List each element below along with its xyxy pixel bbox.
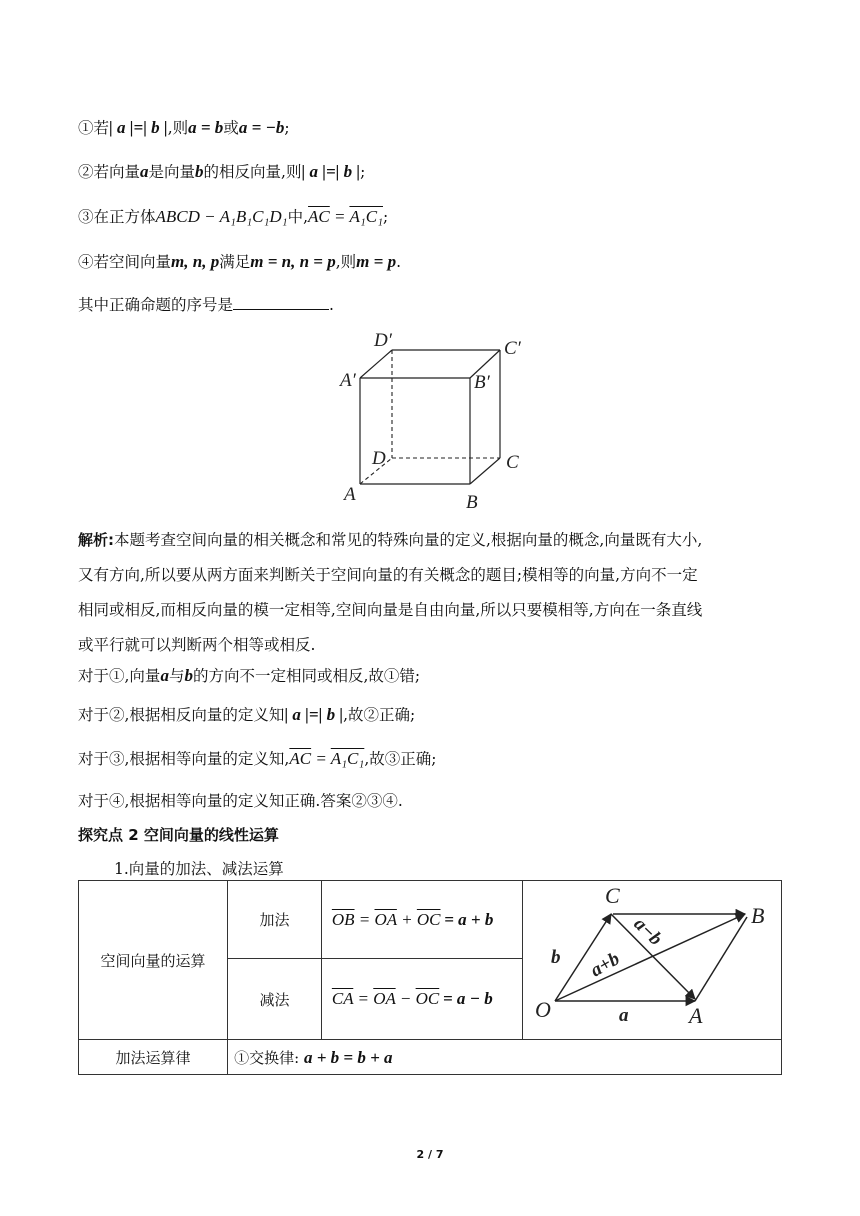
para-label-diff: a−b bbox=[629, 913, 667, 950]
para-label-b: B bbox=[751, 903, 765, 928]
add-label-cell: 加法 bbox=[228, 881, 322, 959]
para-label-o: O bbox=[535, 997, 551, 1022]
para-label-c: C bbox=[605, 883, 620, 908]
sub-formula-cell: $\overline{CA} = \overline{OA} - \overline{OC} = a - b$ bbox=[321, 959, 522, 1040]
proposition-4: ④若空间向量m, n, p满足m = n, n = p,则m = p. bbox=[78, 252, 402, 271]
analysis-paragraph: 解析:本题考查空间向量的相关概念和常见的特殊向量的定义,根据向量的概念,向量既有大小, 又有方向,所以要从两方面来判断关于空间向量的有关概念的题目;模相等的向量,方向不一定 相同或相反,而相反向量的模一定相等,空间向量是自由向量,所以只要模相等,方向在一条直线 或平行就可以判断两个相等或相反. bbox=[78, 531, 703, 654]
cube-figure bbox=[336, 326, 528, 516]
para-label-vec-a: a bbox=[619, 1005, 629, 1026]
page-number: 2 / 7 bbox=[416, 1148, 444, 1161]
proposition-1: ①若| a |=| b |,则a = b或a = −b; bbox=[78, 118, 290, 137]
sub-label-cell: 减法 bbox=[228, 959, 322, 1040]
cube-label-d: D bbox=[372, 448, 386, 469]
cube-label-c1: C′ bbox=[504, 338, 521, 359]
parallelogram-cell bbox=[523, 881, 782, 1040]
cube-label-a1: A′ bbox=[340, 370, 356, 391]
para-label-sum: a+b bbox=[587, 948, 624, 982]
answer-blank bbox=[233, 295, 329, 310]
cube-label-b1: B′ bbox=[474, 372, 490, 393]
proposition-3: ③在正方体ABCD − A₁B₁C₁D₁中$,\overline{AC} = A_1C_1$; bbox=[78, 207, 389, 226]
para-label-vec-b: b bbox=[551, 947, 561, 968]
add-formula-cell: $\overline{OB} = \overline{OA} + \overline{OC} = a + b$ bbox=[321, 881, 522, 959]
law-label-cell: 加法运算律 bbox=[79, 1040, 228, 1075]
analysis-item-4: 对于④,根据相等向量的定义知正确.答案②③④. bbox=[78, 792, 403, 810]
section-subtitle: 1.向量的加法、减法运算 bbox=[114, 860, 284, 878]
analysis-item-1: 对于①,向量a与b的方向不一定相同或相反,故①错; bbox=[78, 666, 421, 685]
cube-label-c: C bbox=[506, 452, 519, 473]
cube-label-a: A bbox=[344, 484, 356, 505]
analysis-label: 解析: bbox=[78, 531, 114, 549]
cube-label-b: B bbox=[466, 492, 478, 513]
section-title: 探究点 2 空间向量的线性运算 bbox=[78, 826, 279, 844]
analysis-item-3: 对于③,根据相等向量的定义知$,\overline{AC} = A_1C_1$,故③正确; bbox=[78, 749, 437, 768]
para-label-a: A bbox=[689, 1003, 703, 1028]
row-header-cell: 空间向量的运算 bbox=[79, 881, 228, 1040]
vector-operations-table bbox=[78, 880, 782, 1075]
law-text-cell: ①交换律: a + b = b + a bbox=[228, 1040, 782, 1075]
parallelogram-figure bbox=[523, 881, 779, 1035]
question-line: 其中正确命题的序号是 . bbox=[78, 296, 334, 314]
proposition-2: ②若向量a是向量b的相反向量,则| a |=| b |; bbox=[78, 162, 366, 181]
cube-label-d1: D′ bbox=[374, 330, 392, 351]
analysis-item-2: 对于②,根据相反向量的定义知| a |=| b |,故②正确; bbox=[78, 705, 416, 724]
